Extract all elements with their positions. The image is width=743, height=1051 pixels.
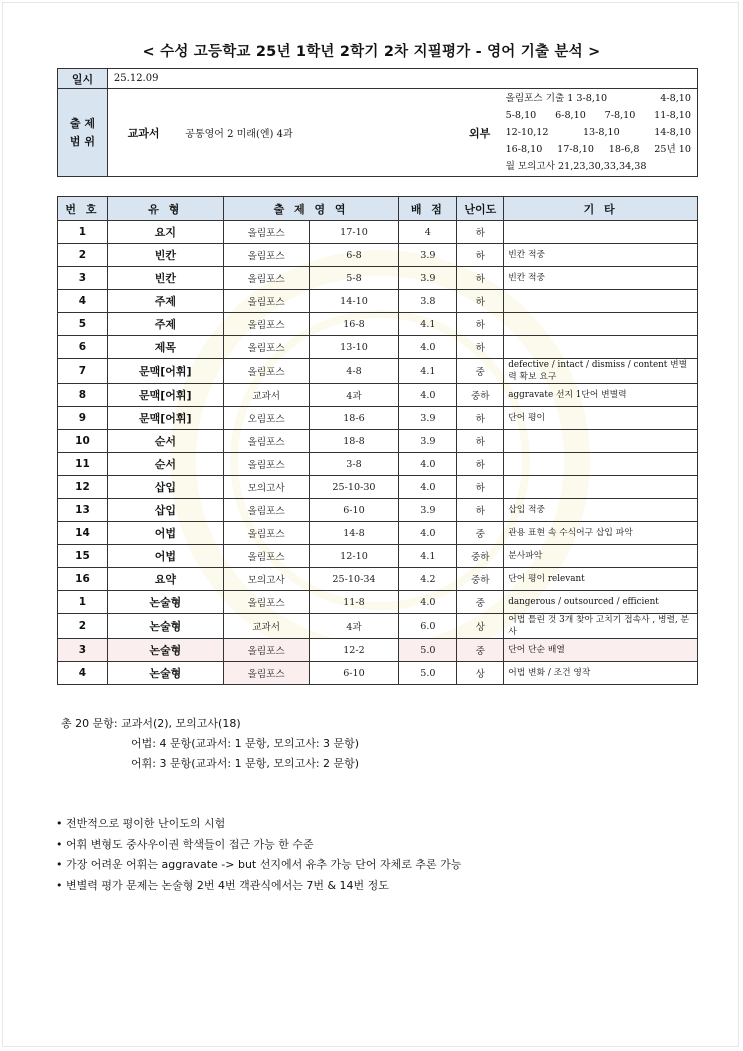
table-row <box>58 568 698 591</box>
cell-note: 어법 변화 / 조건 영작 <box>504 662 698 685</box>
cell-ref: 6-8 <box>309 244 399 267</box>
cell-ref: 12-2 <box>309 639 399 662</box>
cell-diff: 하 <box>457 407 504 430</box>
cell-num: 13 <box>58 499 108 522</box>
cell-type: 주제 <box>107 290 223 313</box>
cell-note: 삽입 적중 <box>504 499 698 522</box>
cell-src: 올림포스 <box>223 453 309 476</box>
cell-note: 관용 표현 속 수식어구 삽입 파악 <box>504 522 698 545</box>
cell-note: 빈칸 적중 <box>504 244 698 267</box>
table-row <box>58 591 698 614</box>
table-row <box>58 430 698 453</box>
cell-note <box>504 290 698 313</box>
header-source: 출 제 영 역 <box>223 197 399 221</box>
cell-src: 올림포스 <box>223 639 309 662</box>
cell-ref: 14-10 <box>309 290 399 313</box>
cell-type: 빈칸 <box>107 267 223 290</box>
cell-ref: 4-8 <box>309 359 399 384</box>
cell-num: 15 <box>58 545 108 568</box>
external-line: 16-8,10 17-8,10 18-6,8 25년 10 <box>505 144 691 155</box>
bullet-item: • 변별력 평가 문제는 논술형 2번 4번 객관식에서는 7번 & 14번 정도 <box>56 878 389 892</box>
cell-note: 단어 평이 relevant <box>504 568 698 591</box>
cell-num: 10 <box>58 430 108 453</box>
cell-num: 5 <box>58 313 108 336</box>
cell-src: 교과서 <box>223 614 309 639</box>
bullet-item: • 전반적으로 평이한 난이도의 시험 <box>56 817 226 830</box>
cell-num: 3 <box>58 639 108 662</box>
cell-num: 16 <box>58 568 108 591</box>
cell-type: 요지 <box>107 221 223 244</box>
cell-note: 빈칸 적중 <box>504 267 698 290</box>
cell-num: 3 <box>58 267 108 290</box>
summary <box>61 714 359 774</box>
cell-ref: 5-8 <box>309 267 399 290</box>
table-row <box>58 662 698 685</box>
cell-num: 2 <box>58 614 108 639</box>
cell-note: defective / intact / dismiss / content 변별력 확보 요구 <box>504 359 698 384</box>
table-row <box>58 476 698 499</box>
cell-diff: 중 <box>457 522 504 545</box>
cell-diff: 상 <box>457 662 504 685</box>
header-type: 유 형 <box>107 197 223 221</box>
cell-num: 1 <box>58 591 108 614</box>
summary-grammar: 어법: 4 문항(교과서: 1 문항, 모의고사: 3 문항) <box>131 737 360 750</box>
cell-score: 3.9 <box>399 499 457 522</box>
cell-src: 올림포스 <box>223 499 309 522</box>
cell-num: 7 <box>58 359 108 384</box>
cell-src: 올림포스 <box>223 522 309 545</box>
cell-src: 올림포스 <box>223 290 309 313</box>
page-title: < 수성 고등학교 25년 1학년 2학기 2차 지필평가 - 영어 기출 분석 > <box>142 44 601 60</box>
scope-label-line2: 범 위 <box>69 134 95 148</box>
cell-type: 삽입 <box>107 499 223 522</box>
cell-type: 요약 <box>107 568 223 591</box>
cell-score: 3.9 <box>399 267 457 290</box>
bullet-item: • 가장 어려운 어휘는 aggravate -> but 선지에서 유추 가능 단어 자체로 추론 가능 <box>56 858 462 871</box>
cell-diff: 하 <box>457 476 504 499</box>
cell-ref: 12-10 <box>309 545 399 568</box>
cell-score: 4 <box>399 221 457 244</box>
cell-score: 3.9 <box>399 244 457 267</box>
cell-num: 12 <box>58 476 108 499</box>
cell-type: 문맥[어휘] <box>107 359 223 384</box>
cell-src: 모의고사 <box>223 476 309 499</box>
cell-src: 올림포스 <box>223 359 309 384</box>
cell-ref: 14-8 <box>309 522 399 545</box>
cell-ref: 3-8 <box>309 453 399 476</box>
cell-diff: 중 <box>457 591 504 614</box>
table-row <box>58 545 698 568</box>
cell-src: 올림포스 <box>223 313 309 336</box>
date-row <box>58 69 698 89</box>
cell-diff: 하 <box>457 499 504 522</box>
cell-score: 5.0 <box>399 639 457 662</box>
cell-diff: 하 <box>457 313 504 336</box>
table-row <box>58 359 698 384</box>
cell-diff: 하 <box>457 336 504 359</box>
table-row <box>58 313 698 336</box>
cell-type: 빈칸 <box>107 244 223 267</box>
cell-src: 올림포스 <box>223 267 309 290</box>
date-label: 일시 <box>58 69 108 89</box>
cell-num: 14 <box>58 522 108 545</box>
summary-vocab: 어휘: 3 문항(교과서: 1 문항, 모의고사: 2 문항) <box>131 757 360 770</box>
cell-num: 6 <box>58 336 108 359</box>
cell-type: 어법 <box>107 522 223 545</box>
cell-src: 교과서 <box>223 384 309 407</box>
table-row <box>58 336 698 359</box>
cell-type: 순서 <box>107 453 223 476</box>
cell-note <box>504 430 698 453</box>
cell-ref: 6-10 <box>309 499 399 522</box>
cell-note <box>504 453 698 476</box>
external-line: 올림포스 기출 1 3-8,10 4-8,10 <box>505 93 691 104</box>
cell-type: 제목 <box>107 336 223 359</box>
cell-type: 논술형 <box>107 614 223 639</box>
external-line: 12-10,12 13-8,10 14-8,10 <box>505 127 691 138</box>
cell-ref: 18-6 <box>309 407 399 430</box>
table-row <box>58 290 698 313</box>
cell-src: 모의고사 <box>223 568 309 591</box>
table-row <box>58 614 698 639</box>
table-row <box>58 522 698 545</box>
cell-ref: 4과 <box>309 614 399 639</box>
table-row <box>58 267 698 290</box>
summary-total: 총 20 문항: 교과서(2), 모의고사(18) <box>61 717 241 730</box>
cell-note: 단어 단순 배열 <box>504 639 698 662</box>
cell-diff: 하 <box>457 453 504 476</box>
cell-note <box>504 221 698 244</box>
cell-score: 4.0 <box>399 336 457 359</box>
cell-score: 3.9 <box>399 430 457 453</box>
table-row <box>58 453 698 476</box>
cell-diff: 중하 <box>457 568 504 591</box>
cell-num: 1 <box>58 221 108 244</box>
exam-info-table <box>57 68 698 177</box>
cell-diff: 하 <box>457 267 504 290</box>
cell-note: aggravate 선지 1단어 변별력 <box>504 384 698 407</box>
cell-diff: 하 <box>457 244 504 267</box>
cell-src: 오림포스 <box>223 407 309 430</box>
cell-type: 어법 <box>107 545 223 568</box>
cell-type: 순서 <box>107 430 223 453</box>
header-score: 배 점 <box>399 197 457 221</box>
cell-ref: 16-8 <box>309 313 399 336</box>
cell-score: 4.2 <box>399 568 457 591</box>
header-number: 번 호 <box>58 197 108 221</box>
cell-note: dangerous / outsourced / efficient <box>504 591 698 614</box>
cell-diff: 중하 <box>457 545 504 568</box>
scope-label-line1: 출 제 <box>69 116 95 130</box>
cell-note: 단어 평이 <box>504 407 698 430</box>
cell-diff: 상 <box>457 614 504 639</box>
cell-num: 4 <box>58 662 108 685</box>
textbook-label: 교과서 <box>107 89 179 177</box>
cell-score: 4.0 <box>399 522 457 545</box>
cell-src: 올림포스 <box>223 221 309 244</box>
cell-score: 4.0 <box>399 384 457 407</box>
cell-src: 올림포스 <box>223 244 309 267</box>
cell-num: 2 <box>58 244 108 267</box>
cell-ref: 25-10-30 <box>309 476 399 499</box>
external-label: 외부 <box>460 89 500 177</box>
external-line: 월 모의고사 21,23,30,33,34,38 <box>505 161 647 172</box>
cell-src: 올림포스 <box>223 662 309 685</box>
table-row <box>58 384 698 407</box>
date-value: 25.12.09 <box>107 69 697 89</box>
cell-score: 3.8 <box>399 290 457 313</box>
cell-score: 5.0 <box>399 662 457 685</box>
cell-num: 11 <box>58 453 108 476</box>
cell-src: 올림포스 <box>223 336 309 359</box>
cell-ref: 11-8 <box>309 591 399 614</box>
table-row <box>58 221 698 244</box>
scope-row <box>58 89 698 177</box>
cell-type: 주제 <box>107 313 223 336</box>
cell-type: 논술형 <box>107 639 223 662</box>
cell-type: 논술형 <box>107 591 223 614</box>
cell-num: 8 <box>58 384 108 407</box>
table-row <box>58 639 698 662</box>
textbook-value: 공통영어 2 미래(엔) 4과 <box>179 89 459 177</box>
cell-diff: 중하 <box>457 384 504 407</box>
cell-ref: 4과 <box>309 384 399 407</box>
cell-score: 6.0 <box>399 614 457 639</box>
external-line: 5-8,10 6-8,10 7-8,10 11-8,10 <box>505 110 691 121</box>
external-scope <box>500 89 698 177</box>
cell-score: 4.0 <box>399 453 457 476</box>
cell-type: 삽입 <box>107 476 223 499</box>
cell-num: 4 <box>58 290 108 313</box>
table-row <box>58 244 698 267</box>
cell-ref: 17-10 <box>309 221 399 244</box>
cell-diff: 중 <box>457 639 504 662</box>
table-row <box>58 407 698 430</box>
cell-type: 문맥[어휘] <box>107 407 223 430</box>
cell-diff: 하 <box>457 290 504 313</box>
cell-type: 논술형 <box>107 662 223 685</box>
cell-note: 어법 틀린 것 3개 찾아 고치기 접속사 , 병렬, 분사 <box>504 614 698 639</box>
cell-src: 올림포스 <box>223 591 309 614</box>
cell-src: 올림포스 <box>223 545 309 568</box>
scope-label <box>58 89 108 177</box>
question-analysis-table <box>57 196 698 685</box>
cell-ref: 18-8 <box>309 430 399 453</box>
analysis-bullets <box>56 814 461 896</box>
bullet-item: • 어휘 변형도 중사우이권 학색들이 접근 가능 한 수준 <box>56 837 314 851</box>
cell-src: 올림포스 <box>223 430 309 453</box>
cell-diff: 하 <box>457 430 504 453</box>
header-difficulty: 난이도 <box>457 197 504 221</box>
table-row <box>58 499 698 522</box>
cell-score: 4.1 <box>399 313 457 336</box>
cell-diff: 중 <box>457 359 504 384</box>
table-header-row <box>58 197 698 221</box>
cell-score: 4.0 <box>399 591 457 614</box>
cell-note <box>504 336 698 359</box>
cell-ref: 6-10 <box>309 662 399 685</box>
cell-type: 문맥[어휘] <box>107 384 223 407</box>
cell-ref: 13-10 <box>309 336 399 359</box>
cell-score: 3.9 <box>399 407 457 430</box>
cell-ref: 25-10-34 <box>309 568 399 591</box>
cell-diff: 하 <box>457 221 504 244</box>
cell-note: 분사파악 <box>504 545 698 568</box>
cell-note <box>504 476 698 499</box>
cell-score: 4.1 <box>399 545 457 568</box>
cell-score: 4.0 <box>399 476 457 499</box>
cell-score: 4.1 <box>399 359 457 384</box>
cell-num: 9 <box>58 407 108 430</box>
header-notes: 기 타 <box>504 197 698 221</box>
cell-note <box>504 313 698 336</box>
